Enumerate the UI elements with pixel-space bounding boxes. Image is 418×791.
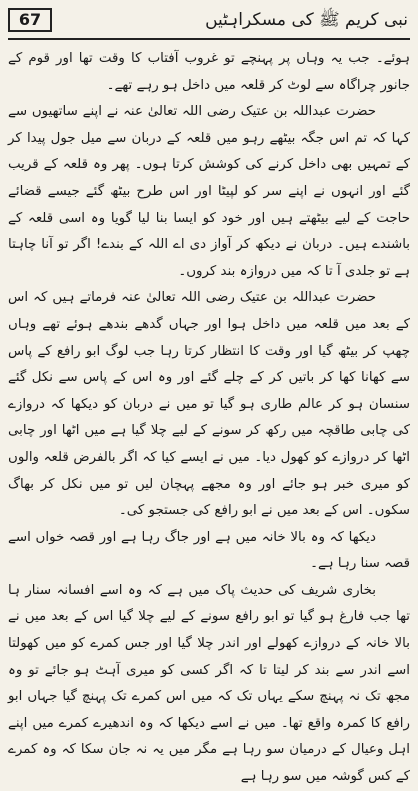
paragraph-3: حضرت عبداللہ بن عتیک رضی اللہ تعالیٰ عنہ فرماتے ہیں کہ اس کے بعد میں قلعہ میں داخل ہوا اور جہاں گدھے بندھے ہوئے تھے وہاں چھپ کر بیٹھ گیا اور وقت کا انتظار کرتا رہا جب لوگ ابو رافع کے پاس سے کھانا کھا کر باتیں کر کے چلے گئے اور وہ اس کے پاس سے نکل گئے سنسان ہو کر عالم طاری ہو گیا تو میں نے دربان کو دیکھا کہ دروازے کی چابی طاقچہ میں رکھ کر سونے کے لیے چلا گیا ہے میں اٹھا اور چابی اٹھا کر دروازے کو کھول دیا۔ میں نے ایسے کیا کہ اگر بالفرض قلعہ والوں کو میری خبر ہو جائے اور وہ مجھے پہچان لیں تو میں نکل کر بھاگ سکوں۔ اس کے بعد میں نے ابو رافع کی جستجو کی۔ xyxy=(8,290,410,519)
paragraph-2: حضرت عبداللہ بن عتیک رضی اللہ تعالیٰ عنہ نے اپنے ساتھیوں سے کہا کہ تم اس جگہ بیٹھے رہو میں قلعہ کے دربان سے میل جول پیدا کر کے تمہیں بھی داخل کرنے کی کوشش کرتا ہوں۔ پھر وہ قلعہ کے قریب گئے اور انہوں نے اپنے سر کو لپیٹا اور اس طرح بیٹھ گئے جیسے قضائے حاجت کے لیے بیٹھتے ہیں اور خود کو ایسا بنا لیا گویا وہ اسی قلعہ کے باشندے ہیں۔ دربان نے دیکھ کر آواز دی اے اللہ کے بندے! اگر تو آنا چاہتا ہے تو جلدی آ تا کہ میں دروازہ بند کروں۔ xyxy=(8,104,410,279)
page-header xyxy=(8,4,410,40)
body-text xyxy=(8,46,410,791)
page-number: 67 xyxy=(8,8,52,32)
paragraph-5: بخاری شریف کی حدیث پاک میں ہے کہ وہ اسے افسانہ سنار ہا تھا جب فارغ ہو گیا تو ابو رافع سونے کے لیے چلا گیا اس کے بعد میں نے بالا خانہ کے دروازے کھولے اور اندر چلا گیا اور جس کمرے کو میں کھولتا اسے اندر سے بند کر لیتا تا کہ اگر کسی کو میری آہٹ ہو جائے تو وہ مجھ تک نہ پہنچ سکے یہاں تک کہ میں اس کمرے تک پہنچ گیا جہاں ابو رافع کا کمرہ واقع تھا۔ میں نے اسے دیکھا کہ وہ اندھیرے کمرے میں اپنے اہل وعیال کے درمیان سو رہا ہے مگر میں یہ نہ جان سکا کہ وہ کمرے کے کس گوشہ میں سو رہا ہے xyxy=(8,582,410,785)
running-head: نبی کریم ﷺ کی مسکراہٹیں xyxy=(205,10,408,30)
paragraph-1: ہوئے۔ جب یہ وہاں پر پہنچے تو غروب آفتاب کا وقت تھا اور قوم کے جانور چراگاہ سے لوٹ کر قلعہ میں داخل ہو رہے تھے۔ xyxy=(8,51,410,93)
paragraph-4: دیکھا کہ وہ بالا خانہ میں ہے اور جاگ رہا ہے اور قصہ خواں اسے قصہ سنا رہا ہے۔ xyxy=(8,529,410,572)
